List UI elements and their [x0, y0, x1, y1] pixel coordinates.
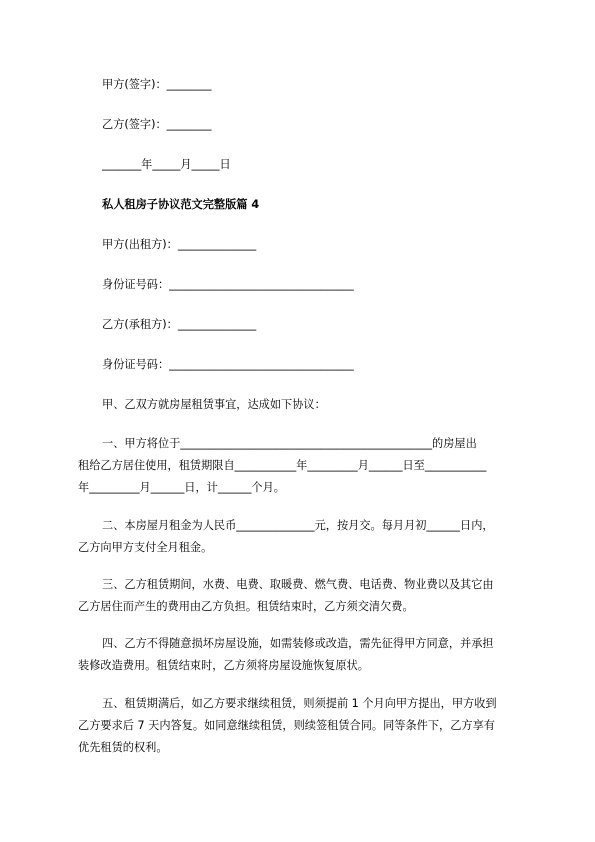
- section-heading: 私人租房子协议范文完整版篇 4: [102, 198, 260, 211]
- clause-1-line-3: 年_________月______日，计______个月。: [78, 481, 285, 494]
- clause-5-line-2: 乙方要求后 7 天内答复。如同意继续租赁，则续签租赁合同。同等条件下，乙方享有: [78, 719, 495, 732]
- clause-2-line-2: 乙方向甲方支付全月租金。: [78, 541, 213, 554]
- clause-2-line-1: 二、本房屋月租金为人民币______________元，按月交。每月月初______日内，: [102, 519, 494, 532]
- lessee-id-line: 身份证号码：_________________________________: [102, 358, 354, 371]
- party-b-signature: 乙方(签字)：________: [102, 118, 212, 131]
- lessor-line: 甲方(出租方)：______________: [102, 238, 257, 251]
- clause-3-line-2: 乙方居住而产生的费用由乙方负担。租赁结束时，乙方须交清欠费。: [78, 600, 414, 613]
- clause-5-line-3: 优先租赁的权利。: [78, 741, 168, 754]
- signature-date: _______年_____月_____日: [102, 158, 231, 171]
- lessee-line: 乙方(承租方)：______________: [102, 318, 257, 331]
- clause-4-line-1: 四、乙方不得随意损坏房屋设施，如需装修或改造，需先征得甲方同意，并承担: [102, 637, 494, 650]
- clause-1-line-1: 一、甲方将位于_____________________________________________的房屋出: [102, 437, 477, 450]
- intro-paragraph: 甲、乙双方就房屋租赁事宜，达成如下协议：: [102, 398, 326, 411]
- clause-5-line-1: 五、租赁期满后，如乙方要求继续租赁，则须提前 1 个月向甲方提出，甲方收到: [102, 697, 497, 710]
- party-a-signature: 甲方(签字)：________: [102, 78, 212, 91]
- clause-1-line-2: 租给乙方居住使用，租赁期限自___________年_________月______日至___________: [78, 459, 487, 472]
- clause-4-line-2: 装修改造费用。租赁结束时，乙方须将房屋设施恢复原状。: [78, 659, 369, 672]
- clause-3-line-1: 三、乙方租赁期间，水费、电费、取暖费、燃气费、电话费、物业费以及其它由: [102, 578, 494, 591]
- lessor-id-line: 身份证号码：_________________________________: [102, 278, 354, 291]
